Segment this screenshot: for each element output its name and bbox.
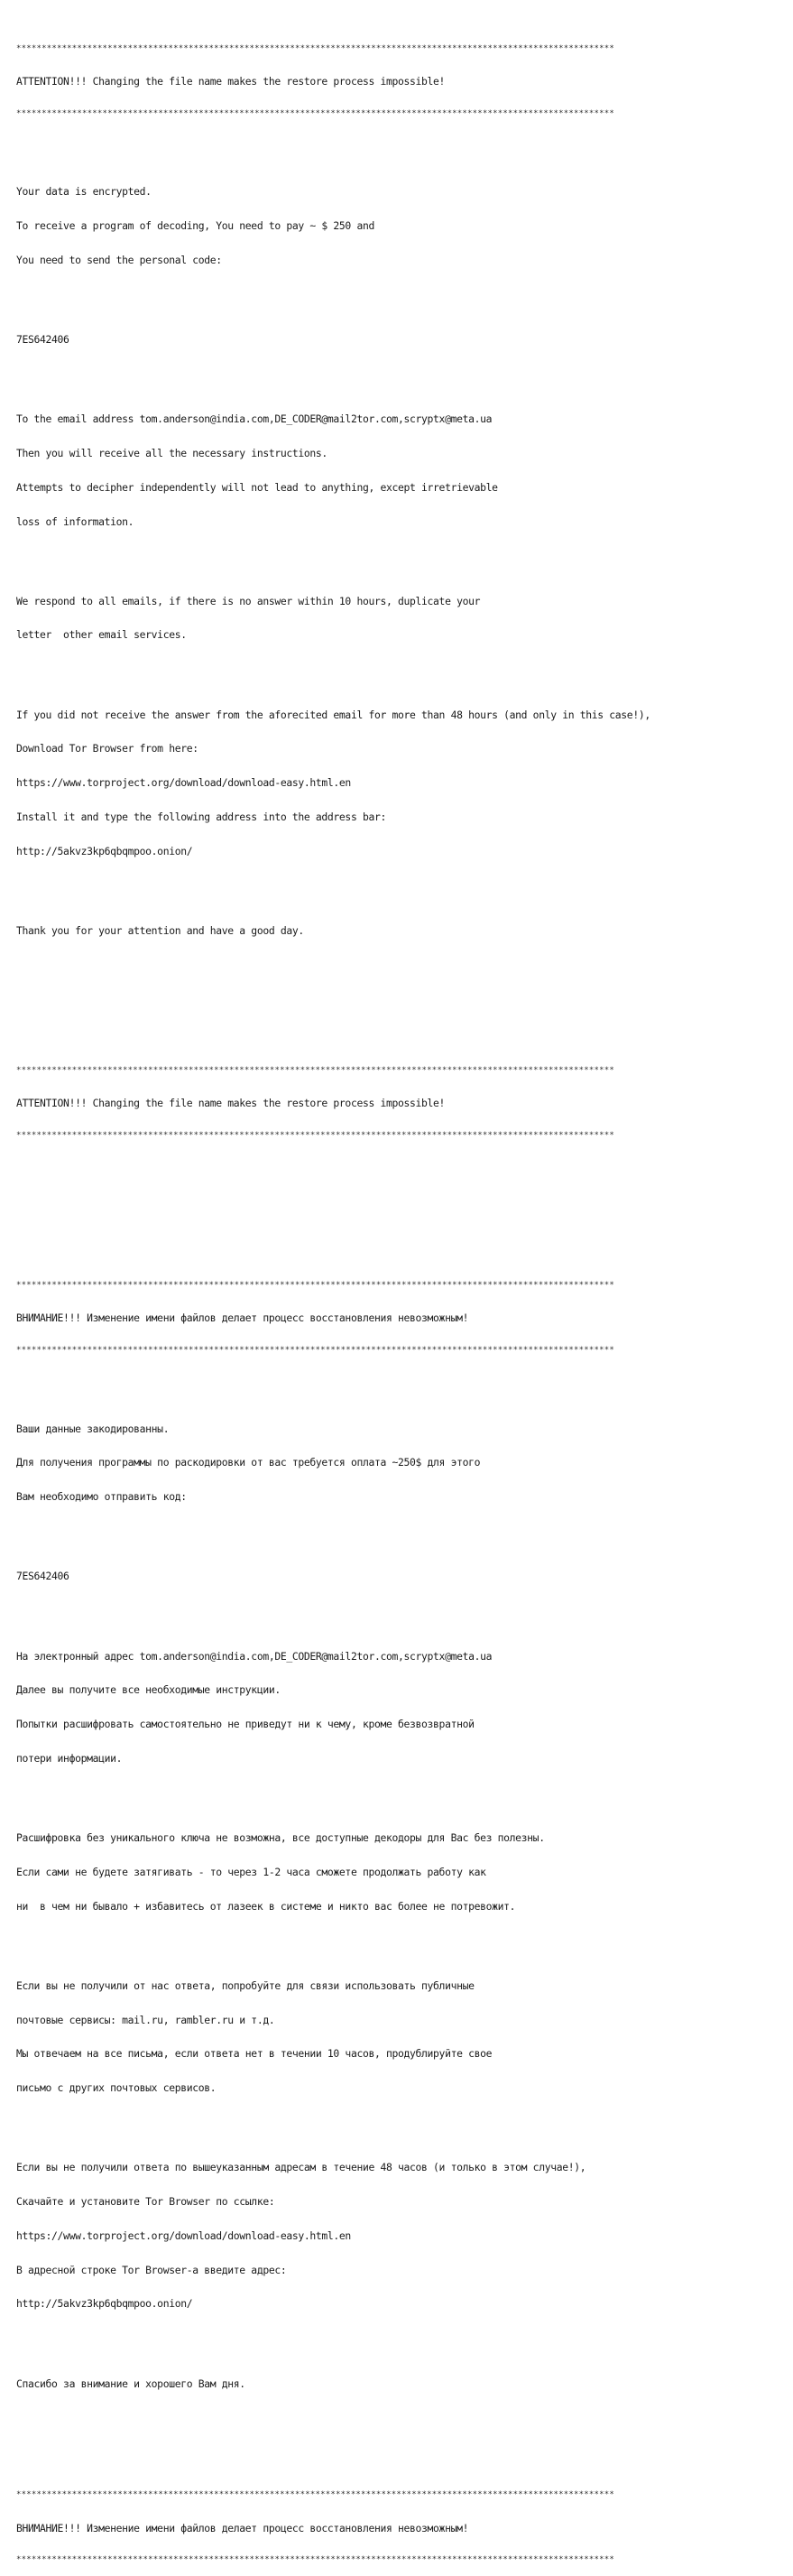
blank-line <box>16 1787 788 1799</box>
attention-line: ATTENTION!!! Changing the file name makes the restore process impossible! <box>16 74 446 88</box>
text-line: Attempts to decipher independently will not lead to anything, except irretrievable <box>16 480 498 494</box>
text-line: We respond to all emails, if there is no answer within 10 hours, duplicate your <box>16 594 481 607</box>
blank-line <box>16 663 788 675</box>
text-line: Download Tor Browser from here: <box>16 742 198 755</box>
text-line: Если вы не получили ответа по вышеуказанным адресам в течение 48 часов (и только в этом случае!), <box>16 2161 586 2174</box>
text-line: Вам необходимо отправить код: <box>16 1490 187 1504</box>
separator-stars: ********************************************************************************************************************** <box>16 1131 614 1140</box>
text-line: If you did not receive the answer from the aforecited email for more than 48 hours (and only in this case!), <box>16 708 650 721</box>
text-line: Если сами не будете затягивать - то через 1-2 часа сможете продолжать работу как <box>16 1865 486 1878</box>
text-line: почтовые сервисы: mail.ru, rambler.ru и т.д. <box>16 2013 275 2026</box>
blank-line <box>16 1934 788 1946</box>
blank-line <box>16 2332 788 2344</box>
text-line: Then you will receive all the necessary instructions. <box>16 446 327 459</box>
blank-line <box>16 1377 788 1389</box>
blank-line <box>16 1605 788 1617</box>
separator-stars: ********************************************************************************************************************** <box>16 1281 614 1291</box>
onion-url-line: http://5akvz3kp6qbqmpoo.onion/ <box>16 2297 193 2311</box>
text-line: loss of information. <box>16 514 134 528</box>
text-line: Мы отвечаем на все письма, если ответа нет в течении 10 часов, продублируйте свое <box>16 2047 493 2061</box>
separator-stars: ********************************************************************************************************************** <box>16 2555 614 2565</box>
blank-line <box>16 1027 788 1033</box>
thanks-line-ru: Спасибо за внимание и хорошего Вам дня. <box>16 2377 245 2390</box>
text-line: Попытки расшифровать самостоятельно не приведут ни к чему, кроме безвозвратной <box>16 1718 475 1731</box>
separator-stars: ********************************************************************************************************************** <box>16 1066 614 1076</box>
text-line: Если вы не получили от нас ответа, попробуйте для связи использовать публичные <box>16 1978 475 1992</box>
personal-code: 7ES642406 <box>16 1570 69 1583</box>
blank-line <box>16 550 788 561</box>
blank-line <box>16 993 788 1005</box>
blank-line <box>16 1525 788 1537</box>
text-line: Далее вы получите все необходимые инструкции. <box>16 1683 281 1697</box>
blank-line <box>16 141 788 153</box>
onion-url-line: http://5akvz3kp6qbqmpoo.onion/ <box>16 844 193 857</box>
blank-line <box>16 289 788 301</box>
blank-line <box>16 959 788 971</box>
separator-stars: ********************************************************************************************************************** <box>16 43 614 53</box>
separator-stars: ********************************************************************************************************************** <box>16 2490 614 2500</box>
url-line: https://www.torproject.org/download/download-easy.html.en <box>16 776 351 790</box>
attention-line: ATTENTION!!! Changing the file name makes the restore process impossible! <box>16 1097 446 1110</box>
text-line: To receive a program of decoding, You need to pay ~ $ 250 and <box>16 219 374 233</box>
text-line: Ваши данные закодированны. <box>16 1422 170 1435</box>
blank-line <box>16 2446 788 2458</box>
text-line: You need to send the personal code: <box>16 253 222 266</box>
blank-line <box>16 1163 788 1174</box>
text-line: В адресной строке Tor Browser-а введите адрес: <box>16 2263 287 2276</box>
attention-line-ru: ВНИМАНИЕ!!! Изменение имени файлов делает процесс восстановления невозможным! <box>16 1311 469 1325</box>
text-line: Your data is encrypted. <box>16 185 152 199</box>
text-line: Install it and type the following address into the address bar: <box>16 810 386 823</box>
attention-line-ru: ВНИМАНИЕ!!! Изменение имени файлов делает процесс восстановления невозможным! <box>16 2521 469 2534</box>
blank-line <box>16 1231 788 1237</box>
text-line: letter other email services. <box>16 628 187 642</box>
text-line: Скачайте и установите Tor Browser по ссылке: <box>16 2195 275 2209</box>
text-line: ни в чем ни бывало + избавитесь от лазеек в системе и никто вас более не потревожит. <box>16 1899 516 1913</box>
blank-line <box>16 1197 788 1209</box>
separator-stars: ********************************************************************************************************************** <box>16 108 614 118</box>
blank-line <box>16 2117 788 2128</box>
text-line: Для получения программы по раскодировки от вас требуется оплата ~250$ для этого <box>16 1456 481 1469</box>
separator-stars: ********************************************************************************************************************** <box>16 1346 614 1356</box>
thanks-line: Thank you for your attention and have a good day. <box>16 923 304 937</box>
personal-code: 7ES642406 <box>16 333 69 347</box>
text-line: письмо с других почтовых сервисов. <box>16 2081 217 2095</box>
text-line: Расшифровка без уникального ключа не возможна, все доступные декодоры для Вас без полезны. <box>16 1831 545 1845</box>
ransom-note-text <box>16 11 788 2576</box>
blank-line <box>16 2412 788 2423</box>
text-line: На электронный адрес tom.anderson@india.com,DE_CODER@mail2tor.com,scryptx@meta.ua <box>16 1649 493 1663</box>
text-line: потери информации. <box>16 1751 123 1765</box>
blank-line <box>16 880 788 892</box>
text-line: To the email address tom.anderson@india.com,DE_CODER@mail2tor.com,scryptx@meta.ua <box>16 412 493 426</box>
blank-line <box>16 368 788 380</box>
url-line: https://www.torproject.org/download/download-easy.html.en <box>16 2229 351 2242</box>
